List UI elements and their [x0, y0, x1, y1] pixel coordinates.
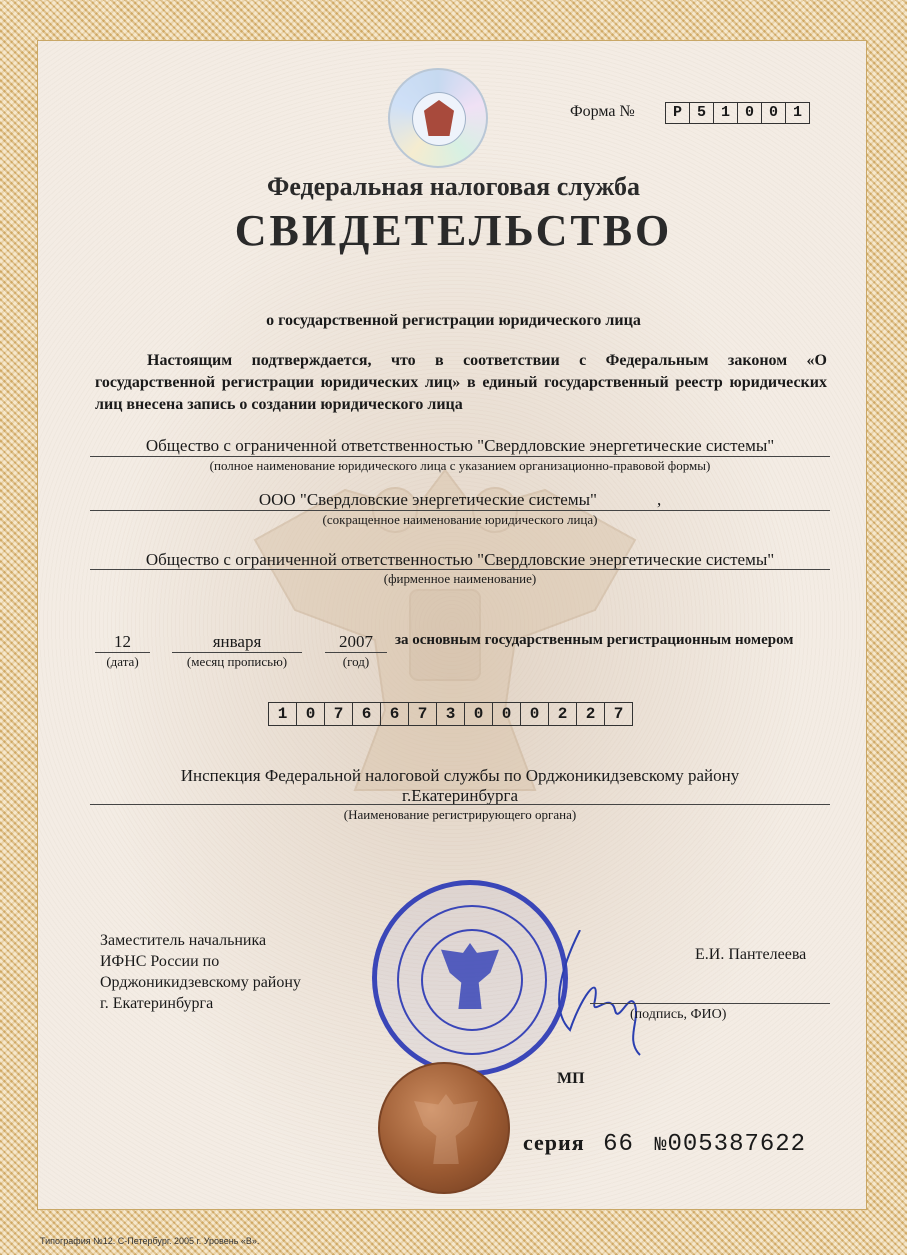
firm-name-caption: (фирменное наименование)	[383, 571, 537, 586]
full-name-line	[90, 456, 830, 457]
signatory-position-line: ИФНС России по	[100, 953, 220, 970]
intro-paragraph	[95, 350, 827, 416]
series-value: 66	[603, 1131, 634, 1158]
embossed-seal	[378, 1062, 510, 1194]
form-code-digit: 1	[786, 103, 810, 123]
short-name-field	[90, 490, 830, 510]
full-name-value: Общество с ограниченной ответственностью "Свердловские энергетические системы"	[145, 436, 775, 455]
reg-year-line	[325, 652, 387, 653]
series-label: серия	[523, 1130, 585, 1155]
form-code-digit: 5	[690, 103, 714, 123]
number-label: №	[654, 1134, 668, 1157]
firm-name-line	[90, 569, 830, 570]
ogrn-number	[268, 702, 633, 726]
form-code-digit: Р	[666, 103, 690, 123]
reg-month-caption: (месяц прописью)	[186, 654, 288, 669]
hologram-sticker	[388, 68, 488, 168]
ogrn-digit: 7	[409, 703, 437, 725]
form-label: Форма №	[570, 103, 635, 120]
official-stamp	[372, 880, 568, 1076]
form-code-digit: 0	[738, 103, 762, 123]
full-name-caption: (полное наименование юридического лица с указанием организационно-правовой формы)	[209, 458, 711, 473]
mp-label: МП	[557, 1070, 585, 1087]
reg-month-line	[172, 652, 302, 653]
reg-year-caption: (год)	[342, 654, 370, 669]
signatory-position-line: г. Екатеринбурга	[100, 995, 214, 1012]
agency-name: Федеральная налоговая служба	[266, 172, 640, 201]
ogrn-digit: 0	[521, 703, 549, 725]
reg-day-line	[95, 652, 150, 653]
signature-line	[590, 1003, 830, 1004]
authority-line2: г.Екатеринбурга	[402, 786, 518, 805]
reg-day-caption: (дата)	[106, 654, 139, 669]
short-name-trailing: ,	[656, 490, 662, 509]
seal-eagle-icon	[414, 1094, 478, 1164]
signatory-position-line: Орджоникидзевскому району	[100, 974, 301, 991]
authority-caption: (Наименование регистрирующего органа)	[343, 807, 577, 822]
printer-imprint: Типография №12. С-Петербург. 2005 г. Уровень «В».	[40, 1236, 260, 1246]
handwritten-signature	[540, 930, 660, 1060]
ogrn-digit: 6	[381, 703, 409, 725]
ogrn-digit: 1	[269, 703, 297, 725]
form-code	[665, 102, 810, 124]
number-value: 005387622	[667, 1131, 807, 1158]
reg-month: января	[212, 632, 262, 651]
form-code-digit: 0	[762, 103, 786, 123]
signature-caption: (подпись, ФИО)	[630, 1007, 727, 1022]
ogrn-digit: 0	[465, 703, 493, 725]
intro-text: Настоящим подтверждается, что в соответствии с Федеральным законом «О государственной регистрации юридических лиц» в единый государственный реестр юридических лиц внесена запись о создании юридического лица	[95, 352, 827, 413]
ogrn-digit: 7	[325, 703, 353, 725]
short-name-value: ООО "Свердловские энергетические системы"	[258, 490, 597, 509]
ogrn-digit: 2	[577, 703, 605, 725]
signatory-name: Е.И. Пантелеева	[695, 946, 807, 963]
signatory-position	[100, 930, 301, 1014]
firm-name-value: Общество с ограниченной ответственностью "Свердловские энергетические системы"	[145, 550, 775, 569]
ogrn-digit: 0	[493, 703, 521, 725]
ogrn-digit: 0	[297, 703, 325, 725]
authority-line1: Инспекция Федеральной налоговой службы по Орджоникидзевскому району	[180, 766, 740, 785]
signatory-position-line: Заместитель начальника	[100, 932, 267, 949]
certificate-subtitle: о государственной регистрации юридического лица	[266, 312, 641, 329]
form-code-digit: 1	[714, 103, 738, 123]
reg-year: 2007	[339, 632, 373, 651]
ogrn-intro: за основным государственным регистрационным номером	[395, 632, 794, 648]
short-name-line	[90, 510, 830, 511]
series-number	[523, 1130, 806, 1158]
ogrn-digit: 6	[353, 703, 381, 725]
short-name-caption: (сокращенное наименование юридического лица)	[322, 512, 598, 527]
reg-day: 12	[114, 632, 131, 651]
ogrn-digit: 2	[549, 703, 577, 725]
ogrn-digit: 3	[437, 703, 465, 725]
ogrn-digit: 7	[605, 703, 633, 725]
authority-line	[90, 804, 830, 805]
certificate-title: СВИДЕТЕЛЬСТВО	[234, 206, 673, 255]
